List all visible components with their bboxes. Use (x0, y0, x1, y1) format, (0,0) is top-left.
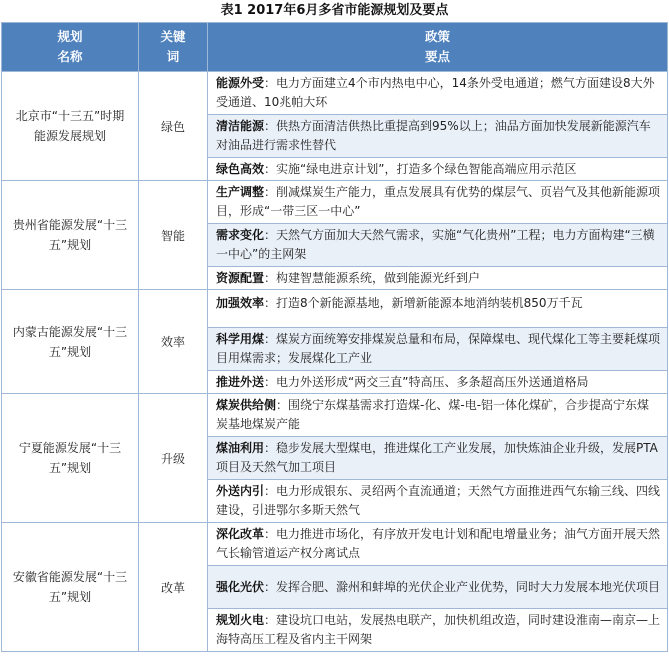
header-keyword-line1: 关键 (160, 29, 186, 44)
policy-sep: ： (264, 185, 277, 199)
header-plan-name-line1: 规划 (57, 29, 83, 44)
table-row (2, 181, 668, 224)
policy-key: 推进外送 (216, 374, 265, 389)
table-caption: 表1 2017年6月多省市能源规划及要点 (220, 3, 449, 18)
policy-key: 清洁能源 (216, 119, 265, 133)
policy-sep: ： (264, 441, 277, 455)
policy-key: 能源外受 (216, 76, 265, 90)
policy-cell (208, 566, 668, 609)
policy-cell (208, 328, 668, 371)
policy-sep: ： (264, 161, 277, 176)
header-plan-name (2, 23, 139, 72)
policy-cell (208, 267, 668, 290)
plan-name-cell: 贵州省能源发展“十三五”规划 (2, 181, 139, 290)
policy-cell (208, 158, 668, 181)
policy-text: 围绕宁东煤基需求打造煤-化、煤-电-铝一体化煤矿，合步提高宁东煤炭基地煤炭产能 (216, 398, 650, 431)
keyword-cell: 智能 (139, 181, 208, 290)
policy-key: 加强效率 (216, 296, 265, 310)
policy-text: 电力推进市场化，有序放开发电计划和配电增量业务；油气方面开展天然气长输管道运产权分离试点 (216, 527, 661, 560)
policy-sep: ： (264, 484, 277, 498)
policy-sep: ： (264, 579, 277, 594)
policy-cell (208, 437, 668, 480)
header-policy-line1: 政策 (424, 29, 450, 44)
policy-key: 绿色高效 (216, 161, 265, 176)
policy-text: 天然气方面加大天然气需求，实施“气化贵州”工程；电力方面构建“三横一中心”的主网架 (216, 228, 655, 261)
policy-key: 外送内引 (216, 484, 265, 498)
policy-text: 发挥合肥、滁州和蚌埠的光伏企业产业优势，同时大力发展本地光伏项目 (276, 579, 661, 594)
plan-name-cell: 安徽省能源发展“十三五”规划 (2, 523, 139, 652)
policy-key: 需求变化 (216, 228, 265, 242)
policy-sep: ： (264, 76, 277, 90)
policy-cell (208, 480, 668, 523)
policy-sep: ： (264, 296, 277, 310)
policy-cell (208, 72, 668, 115)
policy-cell (208, 609, 668, 652)
policy-key: 生产调整 (216, 185, 265, 199)
policy-key: 规划火电 (216, 613, 265, 627)
policy-cell (208, 371, 668, 394)
policy-sep: ： (264, 119, 277, 133)
policy-cell (208, 290, 668, 328)
policy-text: 电力外送形成“两交三直”特高压、多条超高压外送通道格局 (276, 374, 589, 389)
policy-text: 建设坑口电站，发展热电联产，加快机组改造，同时建设淮南—南京—上海特高压工程及省内主干网架 (216, 613, 661, 646)
policy-text: 打造8个新能源基地，新增新能源本地消纳装机850万千瓦 (276, 296, 583, 310)
table-row (2, 290, 668, 328)
policy-key: 资源配置 (216, 270, 265, 285)
policy-key: 强化光伏 (216, 579, 265, 594)
policy-sep: ： (264, 613, 277, 627)
policy-text: 构建智慧能源系统，做到能源光纤到户 (276, 270, 481, 285)
plan-name-cell: 宁夏能源发展“十三五”规划 (2, 394, 139, 523)
plan-name-cell: 北京市“十三五”时期能源发展规划 (2, 72, 139, 181)
header-plan-name-line2: 名称 (57, 49, 83, 64)
policy-key: 煤油利用 (216, 441, 265, 455)
policy-sep: ： (276, 398, 289, 412)
policy-sep: ： (264, 527, 277, 541)
policy-text: 供热方面清洁供热比重提高到95%以上；油品方面加快发展新能源汽车对油品进行需求性替代 (216, 119, 651, 152)
policy-cell (208, 224, 668, 267)
policy-text: 削减煤炭生产能力，重点发展具有优势的煤层气、页岩气及其他新能源项目，形成“一带三区一中心” (216, 185, 661, 218)
policy-sep: ： (264, 228, 277, 242)
policy-sep: ： (264, 270, 277, 285)
keyword-cell: 效率 (139, 290, 208, 394)
policy-text: 稳步发展大型煤电，推进煤化工产业发展，加快炼油企业升级，发展PTA项目及天然气加工项目 (216, 441, 658, 474)
energy-plan-table (1, 22, 668, 652)
policy-key: 深化改革 (216, 527, 265, 541)
keyword-cell: 改革 (139, 523, 208, 652)
header-policy-line2: 要点 (424, 49, 450, 64)
header-policy (208, 23, 668, 72)
policy-text: 煤炭方面统筹安排煤炭总量和布局，保障煤电、现代煤化工等主要耗煤项目用煤需求；发展煤化工产业 (216, 332, 661, 365)
plan-name-cell: 内蒙古能源发展“十三五”规划 (2, 290, 139, 394)
header-row (2, 23, 668, 72)
table-row (2, 523, 668, 566)
keyword-cell: 绿色 (139, 72, 208, 181)
policy-text: 电力方面建立4个市内热电中心，14条外受电通道；燃气方面建设8大外受通道、10兆帕大环 (216, 76, 655, 109)
keyword-cell: 升级 (139, 394, 208, 523)
policy-sep: ： (264, 374, 277, 389)
header-keyword (139, 23, 208, 72)
policy-text: 实施“绿电进京计划”，打造多个绿色智能高端应用示范区 (276, 161, 577, 176)
policy-cell (208, 394, 668, 437)
policy-cell (208, 181, 668, 224)
policy-key: 煤炭供给侧 (216, 398, 277, 412)
table-row (2, 394, 668, 437)
policy-cell (208, 115, 668, 158)
header-keyword-line2: 词 (166, 49, 180, 64)
policy-text: 电力形成银东、灵绍两个直流通道；天然气方面推进西气东输三线、四线建设，引进鄂尔多斯天然气 (216, 484, 661, 517)
policy-cell (208, 523, 668, 566)
policy-sep: ： (264, 332, 277, 346)
policy-key: 科学用煤 (216, 332, 265, 346)
table-row (2, 72, 668, 115)
